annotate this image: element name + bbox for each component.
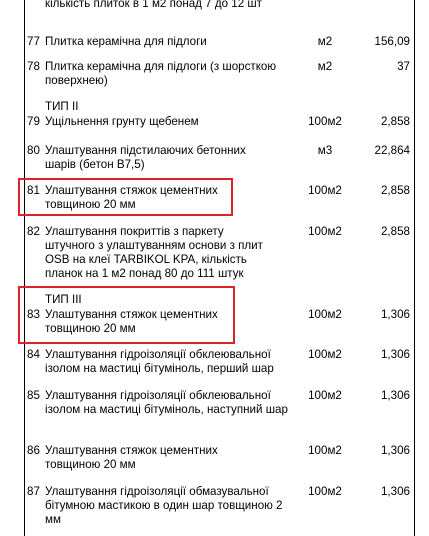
row-unit: 100м2 xyxy=(308,184,342,197)
row-unit: м2 xyxy=(317,60,333,73)
row-unit: 100м2 xyxy=(308,348,342,361)
row-number: 82 xyxy=(27,225,40,238)
row-number: 81 xyxy=(27,184,40,197)
row-number: 77 xyxy=(27,35,40,48)
row-unit: 100м2 xyxy=(308,444,342,457)
row-description: Улаштування покриттів з паркету штучного з улаштуванням основи з плит OSB на клеї TARBIKOL KPA, кількість планок на 1 м2 понад 80 до 111 штук xyxy=(45,225,263,280)
row-description: Улаштування гідроізоляції обклеювальної ізолом на мастиці бітумінoль, наступний шар xyxy=(45,389,288,416)
row-number: 79 xyxy=(27,115,40,128)
row-number: 86 xyxy=(27,444,40,457)
row-number: 85 xyxy=(27,389,40,402)
row-quantity: 156,09 xyxy=(374,35,410,48)
row-unit: м3 xyxy=(317,144,333,157)
row-quantity: 1,306 xyxy=(380,389,410,402)
table-border-left xyxy=(24,0,25,536)
row-description: Улаштування гідроізоляції обклеювальної ізолом на мастиці бітумінoль, перший шар xyxy=(45,348,274,375)
row-description: Улаштування стяжок цементних товщиною 20 мм xyxy=(45,308,218,335)
row-description: Ущільнення грунту щебенем xyxy=(45,115,199,128)
row-description: Плитка керамічна для підлоги (з шорсткою поверхнею) xyxy=(45,60,277,87)
row-quantity: 1,306 xyxy=(380,348,410,361)
row-description: Улаштування гідроізоляції обмазувальної бітумною мастикою в один шар товщиною 2 мм xyxy=(45,485,283,526)
cropped-row-fragment: кількість плиток в 1 м2 понад 7 до 12 шт xyxy=(45,0,262,10)
row-quantity: 2,858 xyxy=(380,225,410,238)
row-quantity: 37 xyxy=(397,60,410,73)
row-number: 87 xyxy=(27,485,40,498)
row-unit: 100м2 xyxy=(308,308,342,321)
section-label: ТИП III xyxy=(45,293,82,306)
row-unit: 100м2 xyxy=(308,389,342,402)
row-number: 80 xyxy=(27,144,40,157)
row-unit: 100м2 xyxy=(308,115,342,128)
table-border-right xyxy=(414,0,415,536)
row-description: Улаштування стяжок цементних товщиною 20 мм xyxy=(45,184,218,211)
row-quantity: 2,858 xyxy=(380,184,410,197)
row-unit: 100м2 xyxy=(308,485,342,498)
row-number: 78 xyxy=(27,60,40,73)
row-number: 83 xyxy=(27,308,40,321)
row-unit: м2 xyxy=(317,35,333,48)
row-number: 84 xyxy=(27,348,40,361)
section-label: ТИП II xyxy=(45,100,79,113)
row-quantity: 1,306 xyxy=(380,485,410,498)
row-description: Улаштування стяжок цементних товщиною 20 мм xyxy=(45,444,218,471)
row-unit: 100м2 xyxy=(308,225,342,238)
row-description: Улаштування підстилаючих бетонних шарів (бетон В7,5) xyxy=(45,144,246,171)
row-description: Плитка керамічна для підлоги xyxy=(45,35,207,48)
row-quantity: 2,858 xyxy=(380,115,410,128)
row-quantity: 1,306 xyxy=(380,308,410,321)
row-quantity: 22,864 xyxy=(374,144,410,157)
row-quantity: 1,306 xyxy=(380,444,410,457)
